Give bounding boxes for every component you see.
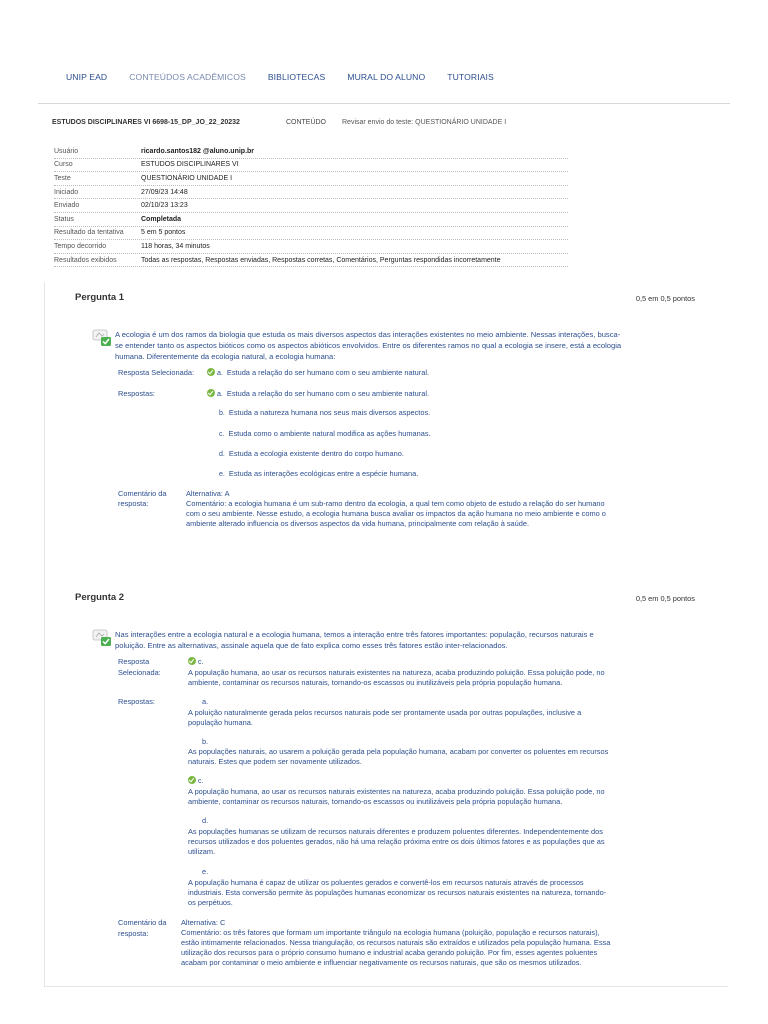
selected-answer: [207, 368, 429, 379]
info-label: Status: [54, 215, 74, 223]
nav-tutoriais[interactable]: TUTORIAIS: [447, 72, 494, 82]
info-row: [54, 159, 568, 173]
answer-letter: e.: [202, 867, 209, 876]
answer-option: [219, 469, 418, 480]
check-icon: [188, 776, 196, 784]
breadcrumb-course[interactable]: ESTUDOS DISCIPLINARES VI 6698-15_DP_JO_22_20232: [52, 119, 240, 126]
check-icon: [207, 389, 215, 397]
question-1-text-line: A ecologia é um dos ramos da biologia que estuda os mais diversos aspectos das interações existentes no meio ambiente. Nessas interações, busca-: [115, 330, 621, 339]
info-value: ricardo.santos182 @aluno.unip.br: [141, 147, 255, 155]
answer-text-line: As populações humanas se utilizam de recursos naturais diferentes e produzem poluentes diferentes. Independentemente dos: [188, 827, 603, 836]
selected-answer-letter: [188, 657, 205, 668]
info-label: Iniciado: [54, 188, 79, 196]
comment-line: Comentário: os três fatores que formam um importante triângulo na ecologia humana (poluição, população e recursos naturais),: [181, 928, 600, 937]
info-value: Todas as respostas, Respostas enviadas, Respostas corretas, Comentários, Perguntas respondidas incorretamente: [141, 256, 501, 264]
answer-text-line: A população humana, ao usar os recursos naturais existentes na natureza, acaba produzindo poluição. Essa poluição pode, no: [188, 787, 605, 796]
answer-text: Estuda a relação do ser humano com o seu ambiente natural.: [226, 368, 430, 377]
answer-letter: a.: [217, 370, 223, 377]
comment-line: Alternativa: C: [181, 918, 226, 927]
answer-option: [207, 389, 429, 400]
info-label: Enviado: [54, 202, 80, 210]
comment-label: Comentário da: [118, 918, 167, 927]
comment-line: Alternativa: A: [186, 489, 230, 498]
info-label: Teste: [54, 174, 71, 182]
info-label: Curso: [54, 161, 73, 169]
check-icon: [207, 368, 215, 376]
info-value: 02/10/23 13:23: [141, 202, 188, 210]
comment-line: acabam por contaminar o meio ambiente e influenciar negativamente os recursos naturais, que são os mesmos utilizados.: [181, 958, 582, 967]
answer-letter: b.: [219, 410, 225, 417]
info-value: 118 horas, 34 minutos: [141, 242, 210, 250]
answer-letter: e.: [219, 471, 225, 478]
breadcrumb-review: Revisar envio do teste: QUESTIONÁRIO UNIDADE I: [342, 119, 507, 126]
info-value: 27/09/23 14:48: [141, 188, 188, 196]
question-2-text-line: Nas interações entre a ecologia natural e a ecologia humana, temos a interação entre três fatores importantes: população, recursos naturais e: [115, 630, 594, 639]
question-1-text-line: se entender tanto os aspectos bióticos como os aspectos abióticos envolvidos. Entre os diferentes ramos no qual a ecologia se insere, está a ecologia: [115, 341, 622, 350]
question-2-title: Pergunta 2: [75, 592, 125, 603]
answer-text: Estuda as interações ecológicas entre a espécie humana.: [228, 469, 419, 478]
answer-text-line: ambiente, contaminar os recursos naturais, tornando-os escassos ou inutilizáveis pela própria população humana.: [188, 678, 563, 687]
nav-unip-ead[interactable]: UNIP EAD: [66, 72, 108, 82]
answer-letter: d.: [219, 451, 225, 458]
nav-mural-do-aluno[interactable]: MURAL DO ALUNO: [347, 72, 426, 82]
question-1-title: Pergunta 1: [75, 292, 125, 303]
comment-line: utilização dos recursos para o próprio consumo humano e industrial acaba gerando poluição. Por fim, esses agentes poluentes: [181, 948, 598, 957]
answer-text-line: utilizam.: [188, 847, 216, 856]
breadcrumb-content[interactable]: CONTEÚDO: [285, 119, 326, 126]
selected-answer-label: Resposta: [118, 657, 150, 666]
answer-text-line: recursos utilizados e dos poluentes gerados, não há uma relação próxima entre os dois últimos fatores e as populações que as: [188, 837, 605, 846]
info-row: [54, 240, 568, 254]
answer-text-line: naturais. Estes que podem ser novamente utilizados.: [188, 757, 362, 766]
question-2-points: 0,5 em 0,5 pontos: [635, 594, 695, 603]
answer-option: [219, 429, 431, 440]
answers-label: Respostas:: [118, 389, 155, 398]
answer-letter: a.: [202, 697, 209, 706]
info-row: [54, 227, 568, 241]
info-value: ESTUDOS DISCIPLINARES VI: [141, 161, 239, 169]
answer-letter: [188, 776, 205, 787]
info-row: [54, 145, 568, 159]
question-2-text-line: poluição. Entre as alternativas, assinale aquela que de fato explica como esses três fatores estão inter-relacionados.: [115, 641, 508, 650]
info-value: Completada: [141, 215, 182, 223]
info-row: [54, 254, 568, 268]
answer-option: [219, 408, 430, 419]
answer-letter: a.: [217, 391, 223, 398]
top-navigation: [66, 72, 516, 82]
info-label: Tempo decorrido: [54, 242, 107, 250]
info-value: 5 em 5 pontos: [141, 229, 186, 237]
info-row: [54, 199, 568, 213]
question-panel-border: [44, 282, 45, 986]
comment-label: resposta:: [118, 929, 149, 938]
question-1-text-line: humana. Diferentemente da ecologia natural, a ecologia humana:: [115, 352, 336, 361]
answer-text-line: industriais. Esta conversão permite às populações humanas economizar os recursos naturais existentes na natureza, tornando-: [188, 888, 607, 897]
answer-option: [219, 449, 404, 460]
answer-text-line: A população humana é capaz de utilizar os poluentes gerados e convertê-los em recursos naturais através de processos: [188, 878, 584, 887]
breadcrumb: [52, 119, 506, 126]
comment-line: estão intimamente relacionados. Nessa triangulação, os recursos naturais são extraídos e utilizados pela população humana. Essa: [181, 938, 611, 947]
answer-text-line: os perpétuos.: [188, 898, 233, 907]
comment-label: resposta:: [118, 499, 149, 508]
correct-answer-icon: [92, 329, 112, 347]
comment-line: com o seu ambiente. Nesse estudo, a ecologia humana busca avaliar os impactos da ação humana no meio ambiente e como o: [186, 509, 606, 518]
answer-text-line: A poluição naturalmente gerada pelos recursos naturais pode ser prontamente usada por outras populações, inclusive a: [188, 708, 582, 717]
info-label: Usuário: [54, 147, 79, 155]
answer-letter: d.: [202, 816, 209, 825]
answer-text-line: população humana.: [188, 718, 253, 727]
nav-bibliotecas[interactable]: BIBLIOTECAS: [267, 72, 326, 82]
answer-text-line: As populações naturais, ao usarem a poluição gerada pela população humana, acabam por converter os poluentes em recursos: [188, 747, 609, 756]
comment-line: Comentário: a ecologia humana é um sub-ramo dentro da ecologia, a qual tem como objeto de estudo a relação do ser humano: [186, 499, 605, 508]
info-row: [54, 172, 568, 186]
info-row: [54, 186, 568, 200]
info-label: Resultado da tentativa: [54, 229, 124, 237]
question-divider: [44, 986, 728, 987]
answer-letter: c.: [198, 778, 204, 785]
selected-answer-label: Selecionada:: [118, 668, 161, 677]
answers-label: Respostas:: [118, 697, 155, 706]
selected-answer-label: Resposta Selecionada:: [118, 368, 195, 377]
answer-letter: c.: [219, 431, 225, 438]
check-icon: [188, 657, 196, 665]
answer-text: Estuda a ecologia existente dentro do corpo humano.: [228, 449, 404, 458]
answer-letter: b.: [202, 737, 209, 746]
comment-line: ambiente alterado influencia os diversos aspectos da vida humana, principalmente com relação à saúde.: [186, 519, 530, 528]
info-row: [54, 213, 568, 227]
question-1-points: 0,5 em 0,5 pontos: [635, 294, 695, 303]
answer-letter: c.: [198, 659, 204, 666]
correct-answer-icon: [92, 629, 112, 647]
nav-divider: [38, 103, 730, 104]
answer-text: Estuda a relação do ser humano com o seu ambiente natural.: [226, 389, 430, 398]
attempt-info-table: [54, 145, 568, 267]
answer-text-line: A população humana, ao usar os recursos naturais existentes na natureza, acaba produzindo poluição. Essa poluição pode, no: [188, 668, 605, 677]
comment-label: Comentário da: [118, 489, 167, 498]
info-label: Resultados exibidos: [54, 256, 117, 264]
info-value: QUESTIONÁRIO UNIDADE I: [141, 174, 233, 182]
answer-text: Estuda como o ambiente natural modifica as ações humanas.: [228, 429, 431, 438]
nav-conteudos-academicos[interactable]: CONTEÚDOS ACADÊMICOS: [129, 72, 246, 82]
answer-text-line: ambiente, contaminar os recursos naturais, tornando-os escassos ou inutilizáveis pela própria população humana.: [188, 797, 563, 806]
answer-text: Estuda a natureza humana nos seus mais diversos aspectos.: [228, 408, 431, 417]
